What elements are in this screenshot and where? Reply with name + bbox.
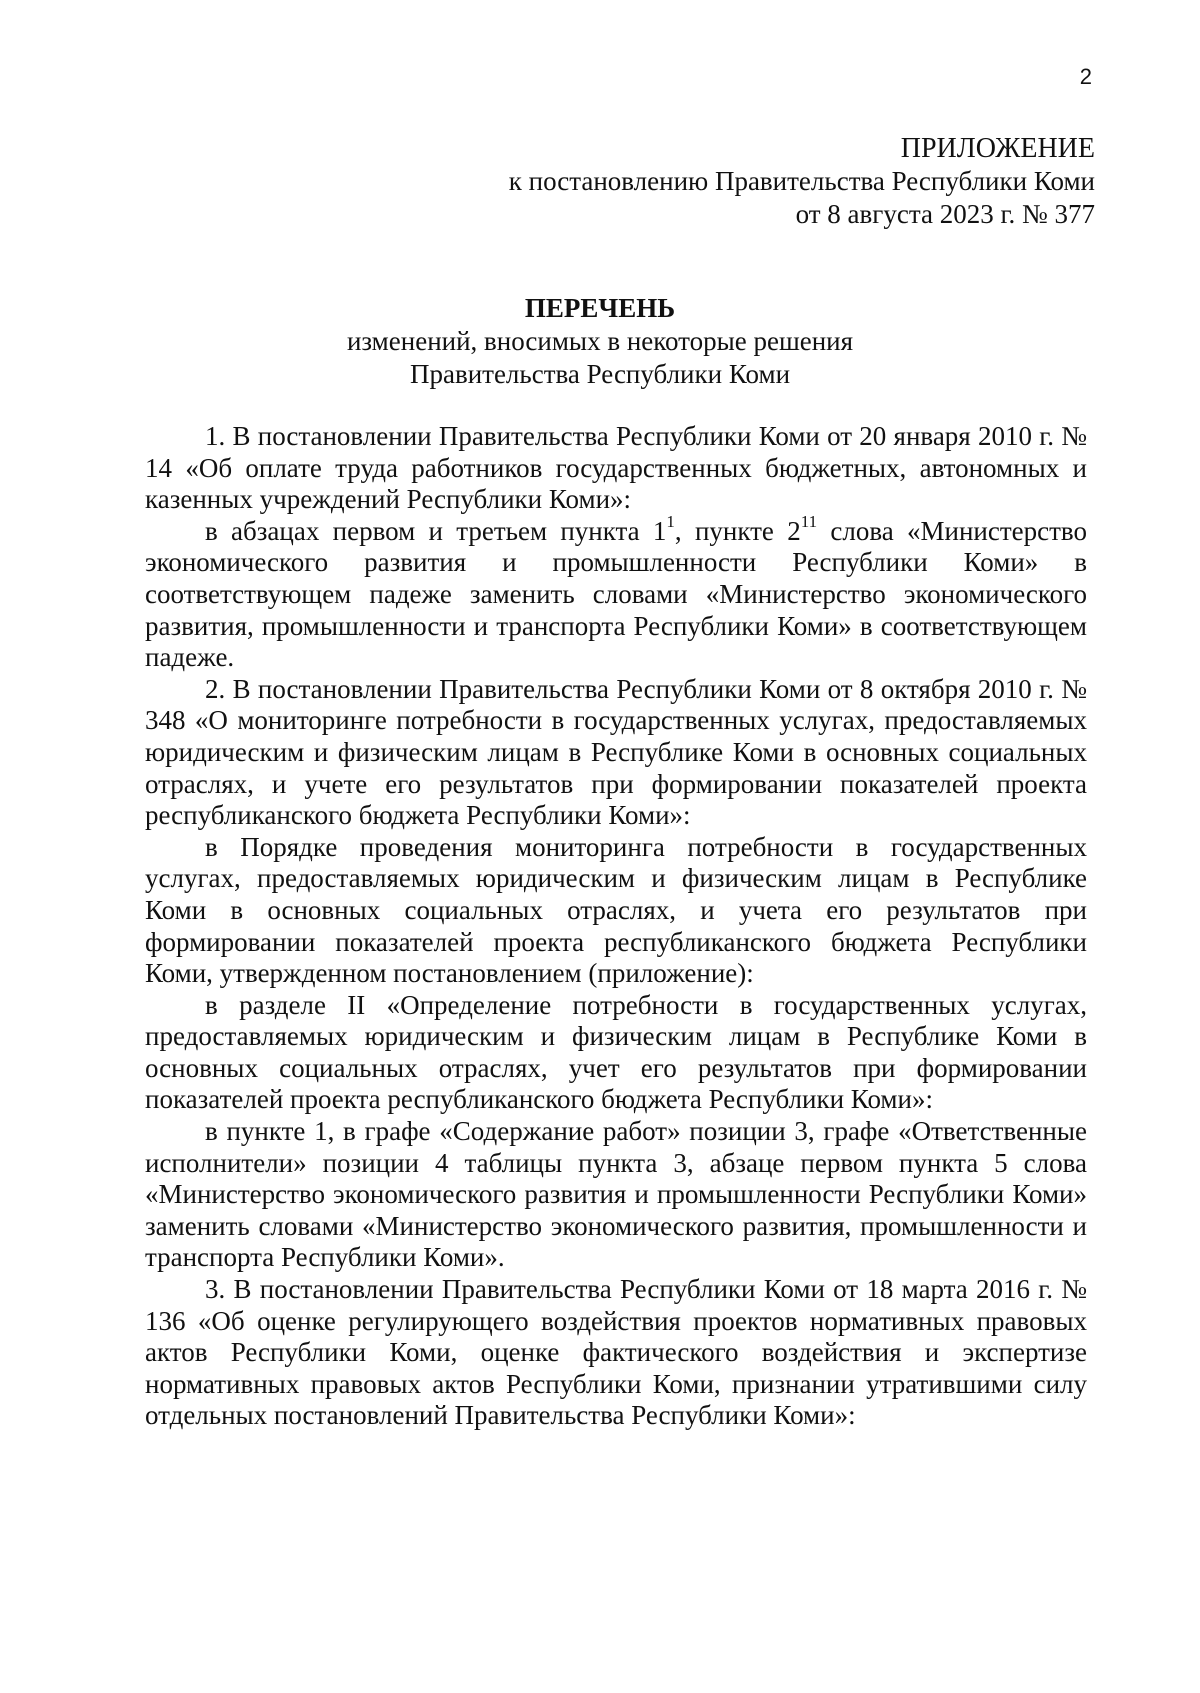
document-heading: [120, 292, 1080, 391]
appendix-line-1: к постановлению Правительства Республики Коми: [508, 166, 1095, 196]
appendix-title: ПРИЛОЖЕНИЕ: [900, 133, 1095, 164]
paragraph-1: 1. В постановлении Правительства Республики Коми от 20 января 2010 г. № 14 «Об оплате труда работников государственных бюджетных, автономных и казенных учреждений Республики Коми»:: [145, 421, 1087, 515]
paragraph-2: [145, 511, 1087, 674]
document-body: [145, 421, 1087, 1432]
heading-subtitle-line-2: Правительства Республики Коми: [409, 359, 791, 389]
paragraph-3: 2. В постановлении Правительства Республики Коми от 8 октября 2010 г. № 348 «О мониторинге потребности в государственных услугах, предоставляемых юридическим и физическим лицам в Республике Коми в основных социальных отраслях, и учете его результатов при формировании показателей проекта республиканского бюджета Республики Коми»:: [145, 673, 1087, 831]
paragraph-7: 3. В постановлении Правительства Республики Коми от 18 марта 2016 г. № 136 «Об оценке регулирующего воздействия проектов нормативных правовых актов Республики Коми, оценке фактического воздействия и экспертизе нормативных правовых актов Республики Коми, признании утратившими силу отдельных постановлений Правительства Республики Коми»:: [145, 1274, 1087, 1431]
appendix-block: [509, 132, 1095, 231]
heading-title: ПЕРЕЧЕНЬ: [524, 293, 676, 323]
superscript-11: 11: [800, 511, 818, 531]
paragraph-5: в разделе II «Определение потребности в государственных услугах, предоставляемых юридическим и физическим лицам в Республике Коми в основных социальных отраслях, учет его результатов при формировании показателей проекта республиканского бюджета Республики Коми»:: [145, 989, 1087, 1115]
paragraph-2-part-2: , пункте 2: [674, 515, 801, 546]
page-number: 2: [1079, 64, 1092, 89]
paragraph-6: в пункте 1, в графе «Содержание работ» позиции 3, графе «Ответственные исполнители» позиции 4 таблицы пункта 3, абзаце первом пункта 5 слова «Министерство экономического развития и промышленности Республики Коми» заменить словами «Министерство экономического развития, промышленности и транспорта Республики Коми».: [145, 1116, 1087, 1273]
appendix-line-2: от 8 августа 2023 г. № 377: [795, 199, 1095, 229]
paragraph-2-part-1: в абзацах первом и третьем пункта 1: [205, 515, 667, 546]
superscript-1: 1: [666, 511, 675, 531]
paragraph-4: в Порядке проведения мониторинга потребности в государственных услугах, предоставляемых юридическим и физическим лицам в Республике Коми в основных социальных отраслях, и учета его результатов при формировании показателей проекта республиканского бюджета Республики Коми, утвержденном постановлением (приложение):: [145, 831, 1087, 989]
heading-subtitle-line-1: изменений, вносимых в некоторые решения: [346, 326, 854, 356]
paragraph-2-part-3: слова «Министерство экономического развития и промышленности Республики Коми» в соответствующем падеже заменить словами «Министерство экономического развития, промышленности и транспорта Республики Коми» в соответствующем падеже.: [145, 515, 1087, 673]
